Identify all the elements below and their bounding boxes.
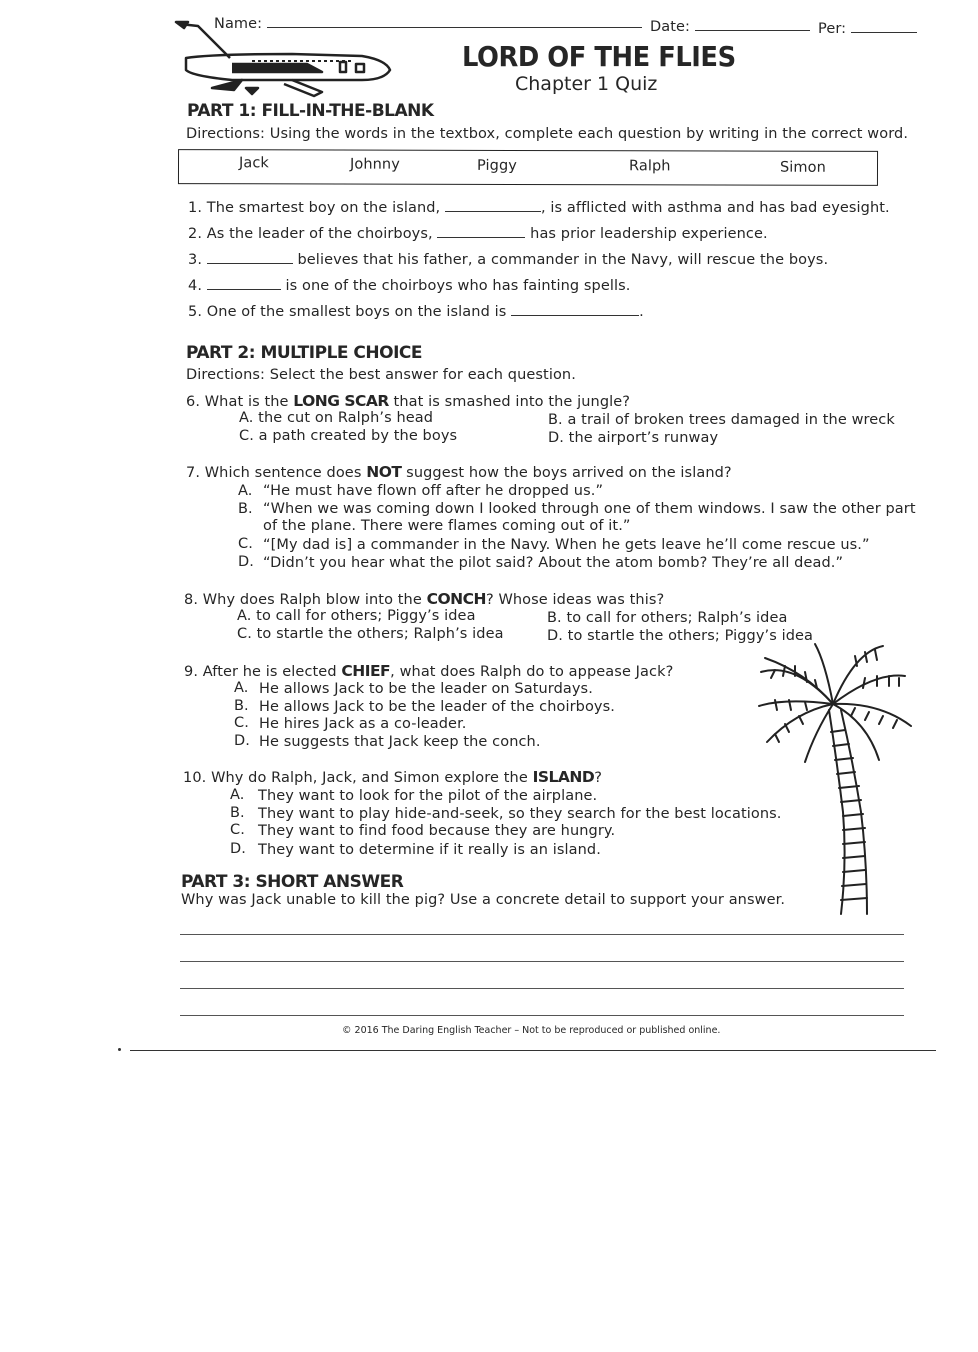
question-6 [186,392,630,410]
question-keyword: LONG SCAR [293,392,389,410]
question-number: 1. [188,200,203,216]
choice-b[interactable]: He allows Jack to be the leader of the choirboys. [259,699,615,715]
question-text: 8. Why does Ralph blow into the [184,592,422,608]
answer-blank[interactable] [207,277,281,290]
choice-b-letter: B. [238,501,253,517]
question-text: has prior leadership experience. [530,226,768,242]
question-text: One of the smallest boys on the island is [206,304,507,320]
word-bank-box [178,149,878,186]
choice-d-letter: D. [234,733,250,749]
choice-c[interactable]: “[My dad is] a commander in the Navy. When he gets leave he’ll come rescue us.” [263,537,870,553]
answer-blank[interactable] [437,225,525,238]
question-keyword: CONCH [426,590,486,608]
choice-d[interactable]: D. the airport’s runway [548,430,719,446]
choice-a[interactable]: A. the cut on Ralph’s head [239,410,434,426]
question-number: 4. [188,278,203,294]
question-text: 7. Which sentence does [186,465,362,481]
quiz-title: LORD OF THE FLIES [462,40,736,73]
question-5 [188,303,644,320]
choice-a-letter: A. [238,483,253,499]
name-blank[interactable] [267,15,642,28]
question-text: believes that his father, a commander in the Navy, will rescue the boys. [297,252,829,268]
question-keyword: NOT [366,463,402,481]
choice-a-letter: A. [234,680,249,696]
choice-d[interactable]: They want to determine if it really is an island. [258,842,601,858]
question-8 [184,590,664,608]
question-text: As the leader of the choirboys, [206,226,433,242]
choice-a[interactable]: A. to call for others; Piggy’s idea [237,608,476,624]
question-text: ? [594,770,603,786]
part2-directions: Directions: Select the best answer for each question. [186,367,576,383]
answer-blank[interactable] [445,199,541,212]
choice-d[interactable]: D. to startle the others; Piggy’s idea [547,628,814,644]
word-bank-item: Ralph [628,158,671,175]
choice-a[interactable]: They want to look for the pilot of the airplane. [258,788,598,804]
name-field[interactable] [214,15,642,32]
question-text: ? Whose ideas was this? [485,592,665,608]
question-keyword: ISLAND [532,768,595,786]
question-3 [188,251,828,268]
question-4 [188,277,631,294]
scan-mark [118,1048,121,1051]
choice-c[interactable]: They want to find food because they are hungry. [258,823,616,839]
choice-d-letter: D. [238,554,254,570]
name-label: Name: [214,16,263,32]
choice-a[interactable]: He allows Jack to be the leader on Saturdays. [259,681,593,697]
question-number: 5. [188,304,203,320]
choice-c[interactable]: C. to startle the others; Ralph’s idea [237,626,504,642]
quiz-subtitle: Chapter 1 Quiz [515,73,658,95]
question-keyword: CHIEF [341,662,391,680]
question-text: that is smashed into the jungle? [393,394,631,410]
question-1 [188,199,890,216]
page-divider [130,1050,936,1051]
question-2 [188,225,768,242]
choice-d-letter: D. [230,841,246,857]
date-blank[interactable] [695,18,810,31]
choice-c[interactable]: C. a path created by the boys [239,428,458,444]
question-text: 10. Why do Ralph, Jack, and Simon explore the [183,770,528,786]
question-text: is one of the choirboys who has fainting spells. [285,278,631,294]
part2-heading: PART 2: MULTIPLE CHOICE [186,343,422,363]
question-text: suggest how the boys arrived on the island? [406,465,732,481]
question-text: 9. After he is elected [184,664,337,680]
question-number: 2. [188,226,203,242]
choice-a[interactable]: “He must have flown off after he dropped us.” [263,483,604,499]
question-text: The smartest boy on the island, [206,200,441,216]
choice-b-letter: B. [230,805,245,821]
part3-heading: PART 3: SHORT ANSWER [181,872,404,892]
per-blank[interactable] [851,20,917,33]
word-bank-item: Johnny [349,156,400,173]
per-label: Per: [818,21,847,37]
choice-c-letter: C. [234,715,249,731]
choice-b[interactable]: They want to play hide-and-seek, so they search for the best locations. [258,806,782,822]
word-bank-item: Simon [779,159,826,176]
answer-line[interactable] [180,988,904,989]
question-number: 3. [188,252,203,268]
choice-b[interactable]: B. a trail of broken trees damaged in the wreck [548,412,895,428]
question-7 [186,463,732,481]
question-text: 6. What is the [186,394,289,410]
question-9 [184,662,673,680]
choice-c-letter: C. [238,536,253,552]
part1-heading: PART 1: FILL-IN-THE-BLANK [187,101,434,121]
part1-directions: Directions: Using the words in the textbox, complete each question by writing in the correct word. [186,126,909,142]
answer-blank[interactable] [511,303,639,316]
answer-blank[interactable] [207,251,293,264]
palm-tree-icon [755,642,915,922]
word-bank-item: Piggy [476,157,517,174]
word-bank-item: Jack [238,155,269,172]
choice-b-letter: B. [234,698,249,714]
question-text: , is afflicted with asthma and has bad eyesight. [540,200,890,216]
question-text: , what does Ralph do to appease Jack? [390,664,674,680]
date-field[interactable] [650,18,810,35]
answer-line[interactable] [180,961,904,962]
choice-b-continued[interactable]: of the plane. There were flames coming out of it.” [263,518,631,534]
question-text: . [639,304,644,320]
question-10 [183,768,602,786]
choice-b[interactable]: B. to call for others; Ralph’s idea [547,610,788,626]
choice-a-letter: A. [230,787,245,803]
choice-d[interactable]: “Didn’t you hear what the pilot said? About the atom bomb? They’re all dead.” [263,555,844,571]
choice-d[interactable]: He suggests that Jack keep the conch. [259,734,541,750]
per-field[interactable] [818,20,917,37]
date-label: Date: [650,19,691,35]
choice-c-letter: C. [230,822,245,838]
copyright-footer: © 2016 The Daring English Teacher – Not to be reproduced or published online. [342,1025,721,1036]
answer-line[interactable] [180,934,904,935]
answer-line[interactable] [180,1015,904,1016]
choice-b[interactable]: “When we was coming down I looked through one of them windows. I saw the other part [263,501,916,517]
part3-prompt: Why was Jack unable to kill the pig? Use a concrete detail to support your answer. [181,892,786,908]
choice-c[interactable]: He hires Jack as a co-leader. [259,716,467,732]
